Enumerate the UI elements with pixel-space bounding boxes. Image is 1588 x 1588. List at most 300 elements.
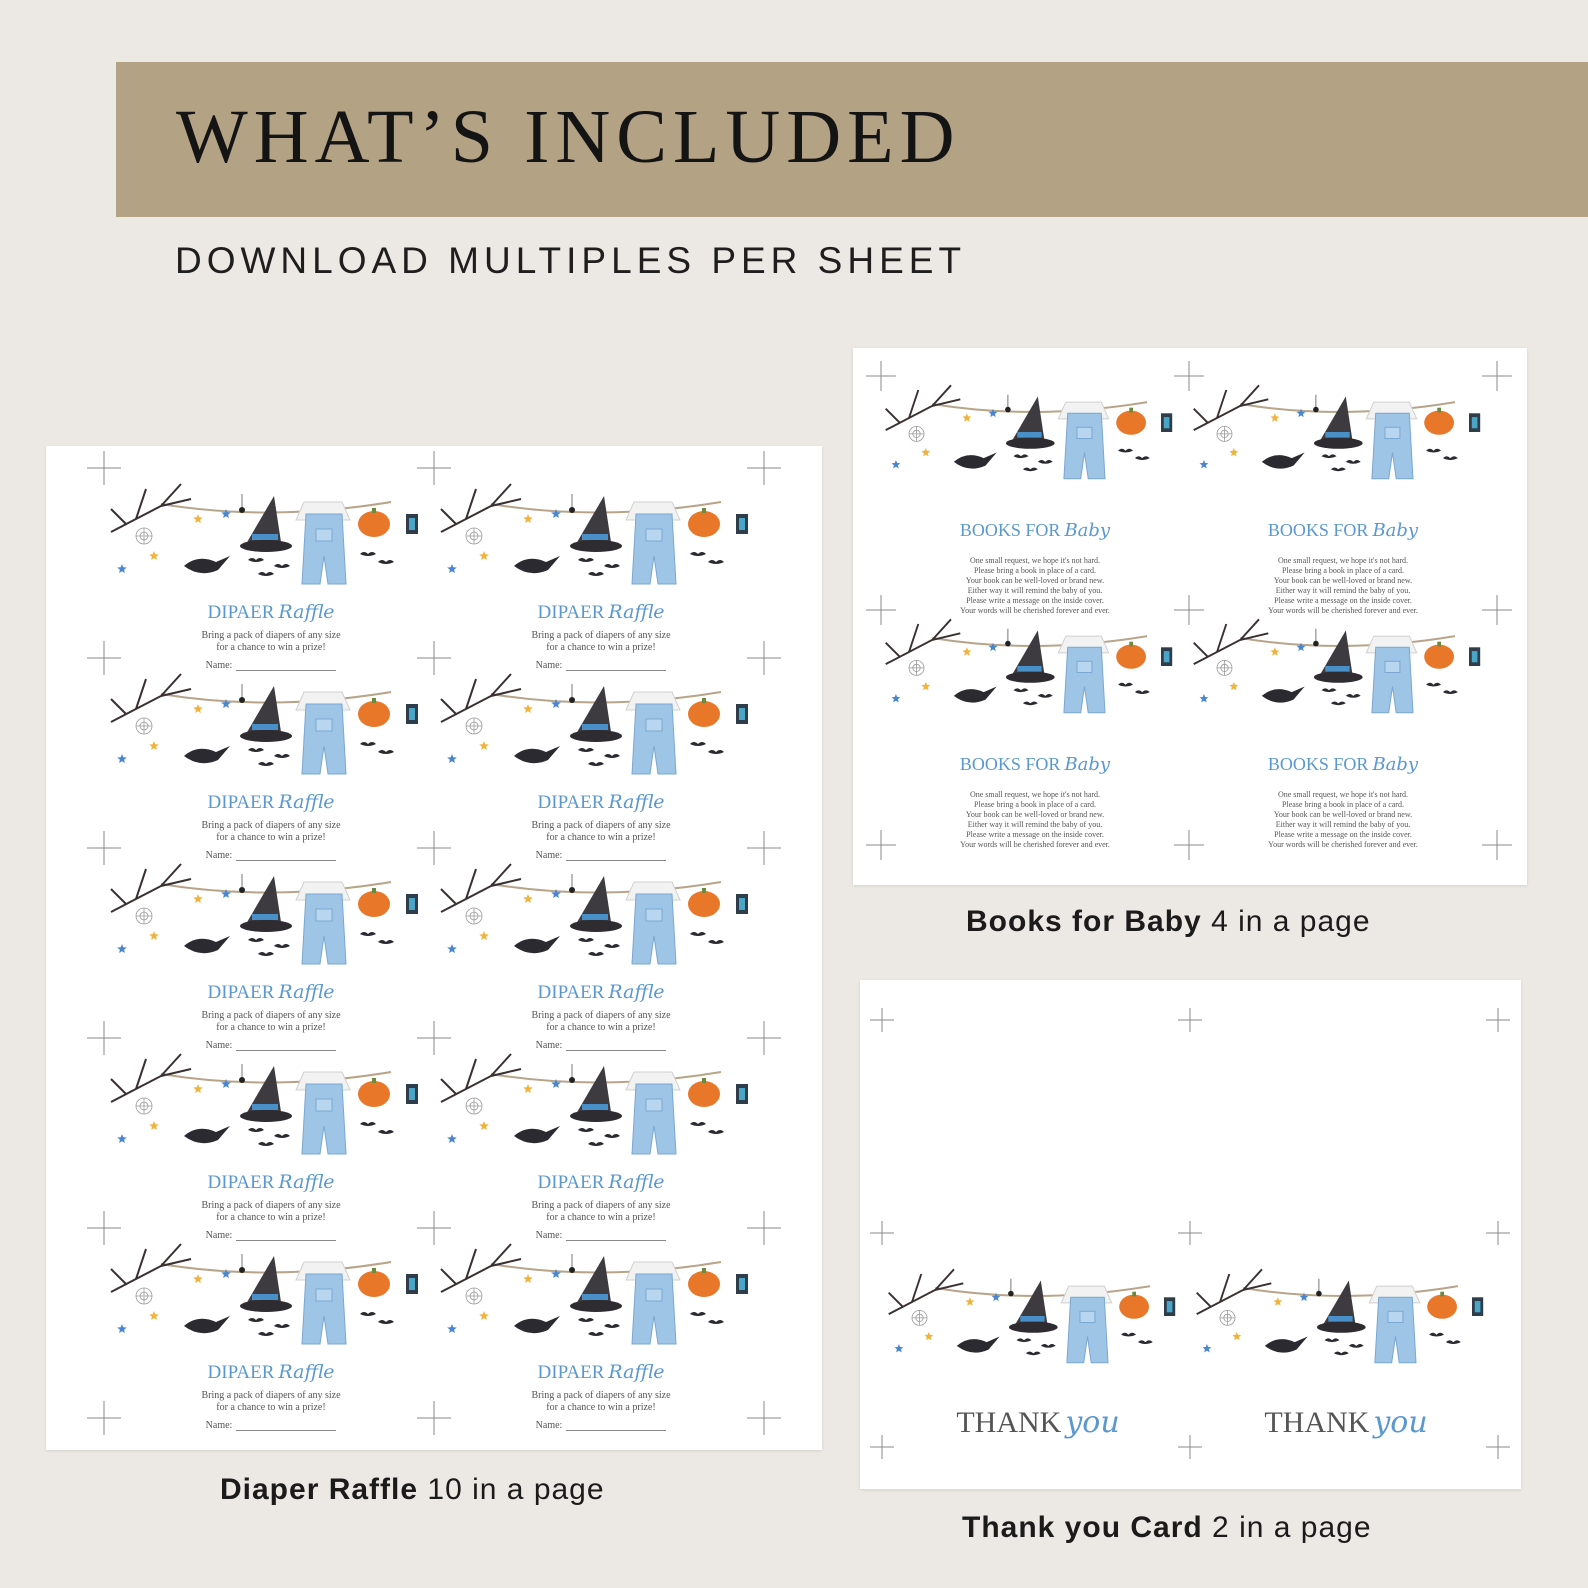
thank-you-card [884, 1210, 1192, 1450]
spider-icon [1316, 1279, 1322, 1297]
tree-branch-icon [111, 1244, 191, 1292]
card-title-serif: DIPAER [537, 982, 605, 1003]
card-title-script: you [1373, 1405, 1428, 1440]
baby-overalls-icon [1058, 402, 1108, 479]
diaper-raffle-card-body: Bring a pack of diapers of any size for a chance to win a prize! [201, 1010, 341, 1033]
star-icon [523, 1084, 533, 1093]
pumpkin-icon [358, 1268, 390, 1297]
banner-title: WHAT’S INCLUDED [176, 95, 961, 179]
star-icon [479, 551, 489, 560]
star-icon [1232, 1332, 1241, 1340]
crow-icon [184, 936, 230, 953]
card-illustration [106, 854, 436, 974]
crop-mark-icon [870, 1221, 894, 1250]
bat-icon [1118, 449, 1133, 453]
bat-icon [708, 560, 724, 564]
bat-icon [588, 572, 604, 576]
tree-branch-icon [889, 1269, 964, 1314]
diaper-raffle-card-title [106, 601, 436, 624]
spiderweb-icon [909, 426, 924, 441]
baby-overalls-icon [296, 692, 350, 774]
diaper-raffle-caption-count: 10 in a page [427, 1473, 605, 1506]
star-icon [921, 448, 930, 456]
baby-overalls-icon [296, 502, 350, 584]
name-label: Name: [205, 1230, 233, 1241]
crop-mark-icon [747, 1211, 781, 1250]
card-title-serif: DIPAER [207, 792, 275, 813]
thank-you-caption-bold: Thank you Card [962, 1511, 1203, 1544]
diaper-raffle-card-body: Bring a pack of diapers of any size for a chance to win a prize! [201, 1390, 341, 1413]
spiderweb-icon [136, 1288, 152, 1304]
diaper-raffle-card-title [106, 1171, 436, 1194]
spider-icon [239, 1064, 245, 1083]
card-title-serif: THANK [956, 1406, 1062, 1439]
crop-mark-icon [1174, 595, 1204, 630]
diaper-raffle-card [106, 474, 436, 671]
card-illustration [436, 1044, 766, 1164]
bat-icon [258, 1332, 274, 1336]
bat-icon [274, 754, 290, 758]
bat-icon [604, 1134, 620, 1138]
spider-icon [1005, 629, 1011, 647]
bat-icon [360, 1122, 376, 1126]
star-icon [523, 704, 533, 713]
name-line[interactable] [566, 1420, 666, 1431]
card-title-script: Raffle [608, 601, 665, 623]
bat-icon [1346, 694, 1361, 698]
name-field[interactable] [436, 1420, 766, 1431]
lantern-icon [1472, 1297, 1483, 1316]
bat-icon [690, 932, 706, 936]
books-card-body: One small request, we hope it's not hard. Please bring a book in place of a card. Your book can be well-loved or brand new. Either way it will remind the baby of you. Please write a message on the inside cover. Your words will be cherished forever and ever. [960, 556, 1110, 615]
diaper-raffle-card-title [436, 601, 766, 624]
card-illustration [881, 376, 1189, 496]
tree-branch-icon [441, 484, 521, 532]
spider-icon [1005, 395, 1011, 413]
spider-icon [569, 1064, 575, 1083]
diaper-raffle-card [436, 1044, 766, 1241]
bat-icon [1118, 683, 1133, 687]
card-illustration [1189, 610, 1497, 730]
crop-mark-icon [1174, 361, 1204, 396]
lantern-icon [1469, 413, 1480, 432]
lantern-icon [406, 704, 418, 724]
baby-overalls-icon [626, 502, 680, 584]
name-field[interactable] [106, 1420, 436, 1431]
bat-icon [248, 1318, 264, 1322]
crop-mark-icon [1486, 1435, 1510, 1464]
bat-icon [378, 1320, 394, 1324]
pumpkin-icon [1116, 642, 1146, 669]
bat-icon [690, 742, 706, 746]
crop-mark-icon [1178, 1435, 1202, 1464]
books-card-body: One small request, we hope it's not hard. Please bring a book in place of a card. Your book can be well-loved or brand new. Either way it will remind the baby of you. Please write a message on the inside cover. Your words will be cherished forever and ever. [960, 790, 1110, 849]
diaper-raffle-caption [220, 1473, 605, 1507]
bat-icon [258, 572, 274, 576]
witch-hat-icon [1009, 1281, 1058, 1333]
pumpkin-icon [688, 508, 720, 537]
books-card [1189, 610, 1497, 849]
crow-icon [954, 453, 997, 469]
diaper-raffle-card [106, 1044, 436, 1241]
tree-branch-icon [441, 674, 521, 722]
crop-mark-icon [747, 641, 781, 680]
name-line[interactable] [236, 1420, 336, 1431]
diaper-raffle-card-body: Bring a pack of diapers of any size for a chance to win a prize! [201, 1200, 341, 1223]
crop-mark-icon [1178, 1008, 1202, 1037]
crop-mark-icon [866, 595, 896, 630]
bat-icon [1041, 1344, 1056, 1348]
bat-icon [1014, 454, 1029, 458]
pumpkin-icon [688, 698, 720, 727]
baby-overalls-icon [626, 1262, 680, 1344]
crop-mark-icon [87, 1021, 121, 1060]
card-title-serif: DIPAER [207, 1362, 275, 1383]
star-icon [479, 931, 489, 940]
bat-icon [378, 940, 394, 944]
spiderweb-icon [136, 718, 152, 734]
name-label: Name: [205, 850, 233, 861]
star-icon [962, 647, 971, 656]
diaper-raffle-card-title [436, 1361, 766, 1384]
books-for-baby-caption-count: 4 in a page [1211, 905, 1371, 938]
spider-icon [239, 1254, 245, 1273]
diaper-raffle-sheet [46, 446, 822, 1450]
bat-icon [588, 1332, 604, 1336]
crop-mark-icon [87, 641, 121, 680]
crop-mark-icon [417, 1211, 451, 1250]
tree-branch-icon [441, 864, 521, 912]
crow-icon [1265, 1337, 1308, 1353]
witch-hat-icon [570, 1256, 622, 1312]
star-icon [892, 460, 901, 468]
bat-icon [258, 762, 274, 766]
bat-icon [378, 560, 394, 564]
spiderweb-icon [466, 528, 482, 544]
witch-hat-icon [1314, 397, 1363, 449]
star-icon [892, 694, 901, 702]
baby-overalls-icon [296, 1262, 350, 1344]
star-icon [117, 564, 127, 573]
crop-mark-icon [1486, 1221, 1510, 1250]
baby-overalls-icon [1061, 1286, 1111, 1363]
star-icon [447, 564, 457, 573]
diaper-raffle-card [436, 1234, 766, 1431]
card-title-serif: BOOKS FOR [1267, 520, 1369, 540]
books-card-title [1189, 754, 1497, 775]
card-illustration [436, 664, 766, 784]
bat-icon [1443, 456, 1458, 460]
thank-you-caption [962, 1511, 1372, 1545]
lantern-icon [1161, 647, 1172, 666]
diaper-raffle-card [106, 664, 436, 861]
card-title-serif: DIPAER [207, 1172, 275, 1193]
star-icon [1270, 647, 1279, 656]
lantern-icon [406, 894, 418, 914]
bat-icon [248, 938, 264, 942]
pumpkin-icon [358, 1078, 390, 1107]
star-icon [1229, 448, 1238, 456]
crow-icon [184, 746, 230, 763]
card-title-script: Raffle [278, 981, 335, 1003]
bat-icon [1322, 454, 1337, 458]
card-title-serif: BOOKS FOR [1267, 754, 1369, 774]
baby-overalls-icon [1366, 402, 1416, 479]
pumpkin-icon [1427, 1292, 1457, 1319]
baby-overalls-icon [626, 1072, 680, 1154]
bat-icon [1121, 1333, 1136, 1337]
spider-icon [1313, 629, 1319, 647]
tree-branch-icon [1197, 1269, 1272, 1314]
star-icon [193, 704, 203, 713]
bat-icon [690, 552, 706, 556]
bat-icon [708, 750, 724, 754]
star-icon [895, 1344, 904, 1352]
lantern-icon [406, 514, 418, 534]
witch-hat-icon [240, 686, 292, 742]
name-label: Name: [535, 660, 563, 671]
bat-icon [1023, 701, 1038, 705]
crow-icon [514, 746, 560, 763]
crop-mark-icon [1174, 830, 1204, 865]
crow-icon [514, 936, 560, 953]
thank-you-card [1192, 1210, 1500, 1450]
card-illustration [106, 1044, 436, 1164]
header-banner [116, 62, 1588, 217]
name-label: Name: [535, 1230, 563, 1241]
card-illustration [881, 610, 1189, 730]
card-title-serif: DIPAER [537, 1362, 605, 1383]
lantern-icon [1469, 647, 1480, 666]
bat-icon [578, 558, 594, 562]
card-illustration [436, 474, 766, 594]
books-for-baby-caption [966, 905, 1371, 939]
crow-icon [514, 1126, 560, 1143]
crop-mark-icon [87, 451, 121, 490]
crop-mark-icon [747, 1401, 781, 1440]
pumpkin-icon [688, 1268, 720, 1297]
star-icon [117, 1324, 127, 1333]
crop-mark-icon [1482, 361, 1512, 396]
tree-branch-icon [441, 1054, 521, 1102]
pumpkin-icon [1424, 642, 1454, 669]
card-title-serif: BOOKS FOR [959, 754, 1061, 774]
name-label: Name: [535, 1040, 563, 1051]
bat-icon [1349, 1344, 1364, 1348]
thank-you-sheet [860, 980, 1521, 1489]
bat-icon [1426, 683, 1441, 687]
name-label: Name: [205, 660, 233, 671]
card-title-serif: BOOKS FOR [959, 520, 1061, 540]
books-card-body: One small request, we hope it's not hard. Please bring a book in place of a card. Your book can be well-loved or brand new. Either way it will remind the baby of you. Please write a message on the inside cover. Your words will be cherished forever and ever. [1268, 790, 1418, 849]
star-icon [1273, 1297, 1282, 1306]
bat-icon [1443, 690, 1458, 694]
star-icon [193, 894, 203, 903]
card-illustration [884, 1210, 1192, 1400]
bat-icon [708, 940, 724, 944]
star-icon [149, 551, 159, 560]
card-title-script: Baby [1372, 754, 1419, 775]
bat-icon [578, 1318, 594, 1322]
crop-mark-icon [1482, 595, 1512, 630]
star-icon [479, 1311, 489, 1320]
tree-branch-icon [886, 385, 961, 430]
bat-icon [1334, 1351, 1349, 1355]
diaper-raffle-card [106, 854, 436, 1051]
crop-mark-icon [417, 1021, 451, 1060]
bat-icon [708, 1130, 724, 1134]
card-title-script: Baby [1372, 520, 1419, 541]
bat-icon [274, 944, 290, 948]
witch-hat-icon [570, 496, 622, 552]
name-label: Name: [535, 1420, 563, 1431]
tree-branch-icon [111, 864, 191, 912]
star-icon [962, 413, 971, 422]
bat-icon [274, 1324, 290, 1328]
card-illustration [106, 1234, 436, 1354]
crop-mark-icon [87, 1401, 121, 1440]
name-label: Name: [205, 1420, 233, 1431]
bat-icon [1446, 1340, 1461, 1344]
diaper-raffle-card-body: Bring a pack of diapers of any size for a chance to win a prize! [531, 820, 671, 843]
star-icon [447, 1324, 457, 1333]
thank-you-card-title [1192, 1405, 1500, 1440]
bat-icon [604, 564, 620, 568]
spiderweb-icon [136, 528, 152, 544]
star-icon [117, 944, 127, 953]
card-illustration [1192, 1210, 1500, 1400]
books-for-baby-caption-bold: Books for Baby [966, 905, 1202, 938]
bat-icon [1331, 701, 1346, 705]
star-icon [921, 682, 930, 690]
witch-hat-icon [240, 1256, 292, 1312]
card-title-script: Raffle [278, 1361, 335, 1383]
bat-icon [1017, 1338, 1032, 1342]
bat-icon [1346, 460, 1361, 464]
card-title-serif: DIPAER [207, 602, 275, 623]
bat-icon [588, 1142, 604, 1146]
bat-icon [1038, 694, 1053, 698]
card-title-script: Raffle [278, 791, 335, 813]
witch-hat-icon [240, 876, 292, 932]
diaper-raffle-card-title [436, 791, 766, 814]
star-icon [965, 1297, 974, 1306]
books-card [1189, 376, 1497, 615]
spider-icon [1008, 1279, 1014, 1297]
diaper-raffle-card-title [106, 791, 436, 814]
books-card [881, 376, 1189, 615]
name-label: Name: [535, 850, 563, 861]
card-title-script: Raffle [608, 1361, 665, 1383]
star-icon [1229, 682, 1238, 690]
books-card-body: One small request, we hope it's not hard. Please bring a book in place of a card. Your book can be well-loved or brand new. Either way it will remind the baby of you. Please write a message on the inside cover. Your words will be cherished forever and ever. [1268, 556, 1418, 615]
bat-icon [1014, 688, 1029, 692]
card-title-serif: DIPAER [537, 1172, 605, 1193]
card-illustration [1189, 376, 1497, 496]
crop-mark-icon [747, 1021, 781, 1060]
spiderweb-icon [466, 908, 482, 924]
spiderweb-icon [912, 1310, 927, 1325]
star-icon [149, 741, 159, 750]
star-icon [447, 1134, 457, 1143]
lantern-icon [736, 1084, 748, 1104]
banner-subtitle: DOWNLOAD MULTIPLES PER SHEET [175, 240, 967, 281]
baby-overalls-icon [1058, 636, 1108, 713]
crop-mark-icon [747, 831, 781, 870]
books-card-title [881, 520, 1189, 541]
bat-icon [578, 938, 594, 942]
witch-hat-icon [1314, 631, 1363, 683]
star-icon [924, 1332, 933, 1340]
bat-icon [604, 944, 620, 948]
diaper-raffle-card [436, 854, 766, 1051]
star-icon [479, 741, 489, 750]
bat-icon [708, 1320, 724, 1324]
card-title-script: Baby [1064, 754, 1111, 775]
star-icon [1200, 694, 1209, 702]
card-illustration [436, 1234, 766, 1354]
diaper-raffle-card-title [436, 981, 766, 1004]
diaper-raffle-card [106, 1234, 436, 1431]
star-icon [523, 1274, 533, 1283]
crow-icon [184, 556, 230, 573]
diaper-raffle-card-body: Bring a pack of diapers of any size for a chance to win a prize! [531, 1200, 671, 1223]
lantern-icon [736, 704, 748, 724]
lantern-icon [736, 894, 748, 914]
diaper-raffle-card-body: Bring a pack of diapers of any size for a chance to win a prize! [531, 630, 671, 653]
witch-hat-icon [570, 876, 622, 932]
bat-icon [588, 952, 604, 956]
card-title-serif: DIPAER [207, 982, 275, 1003]
card-title-serif: DIPAER [537, 602, 605, 623]
star-icon [447, 944, 457, 953]
tree-branch-icon [111, 674, 191, 722]
crop-mark-icon [1178, 1221, 1202, 1250]
star-icon [117, 1134, 127, 1143]
diaper-raffle-caption-bold: Diaper Raffle [220, 1473, 419, 1506]
lantern-icon [406, 1084, 418, 1104]
bat-icon [1038, 460, 1053, 464]
diaper-raffle-card-body: Bring a pack of diapers of any size for a chance to win a prize! [531, 1390, 671, 1413]
lantern-icon [1161, 413, 1172, 432]
bat-icon [360, 552, 376, 556]
witch-hat-icon [570, 1066, 622, 1122]
crow-icon [514, 556, 560, 573]
card-title-script: Raffle [278, 1171, 335, 1193]
star-icon [149, 1311, 159, 1320]
crop-mark-icon [417, 641, 451, 680]
crop-mark-icon [747, 451, 781, 490]
spider-icon [239, 494, 245, 513]
spiderweb-icon [1217, 660, 1232, 675]
bat-icon [1138, 1340, 1153, 1344]
crow-icon [1262, 687, 1305, 703]
crop-mark-icon [417, 451, 451, 490]
books-card [881, 610, 1189, 849]
diaper-raffle-card-title [106, 1361, 436, 1384]
crop-mark-icon [87, 831, 121, 870]
star-icon [193, 1274, 203, 1283]
pumpkin-icon [1116, 408, 1146, 435]
star-icon [117, 754, 127, 763]
card-title-script: Raffle [608, 791, 665, 813]
bat-icon [1325, 1338, 1340, 1342]
crop-mark-icon [866, 361, 896, 396]
card-title-serif: DIPAER [537, 792, 605, 813]
bat-icon [578, 1128, 594, 1132]
tree-branch-icon [441, 1244, 521, 1292]
star-icon [447, 754, 457, 763]
